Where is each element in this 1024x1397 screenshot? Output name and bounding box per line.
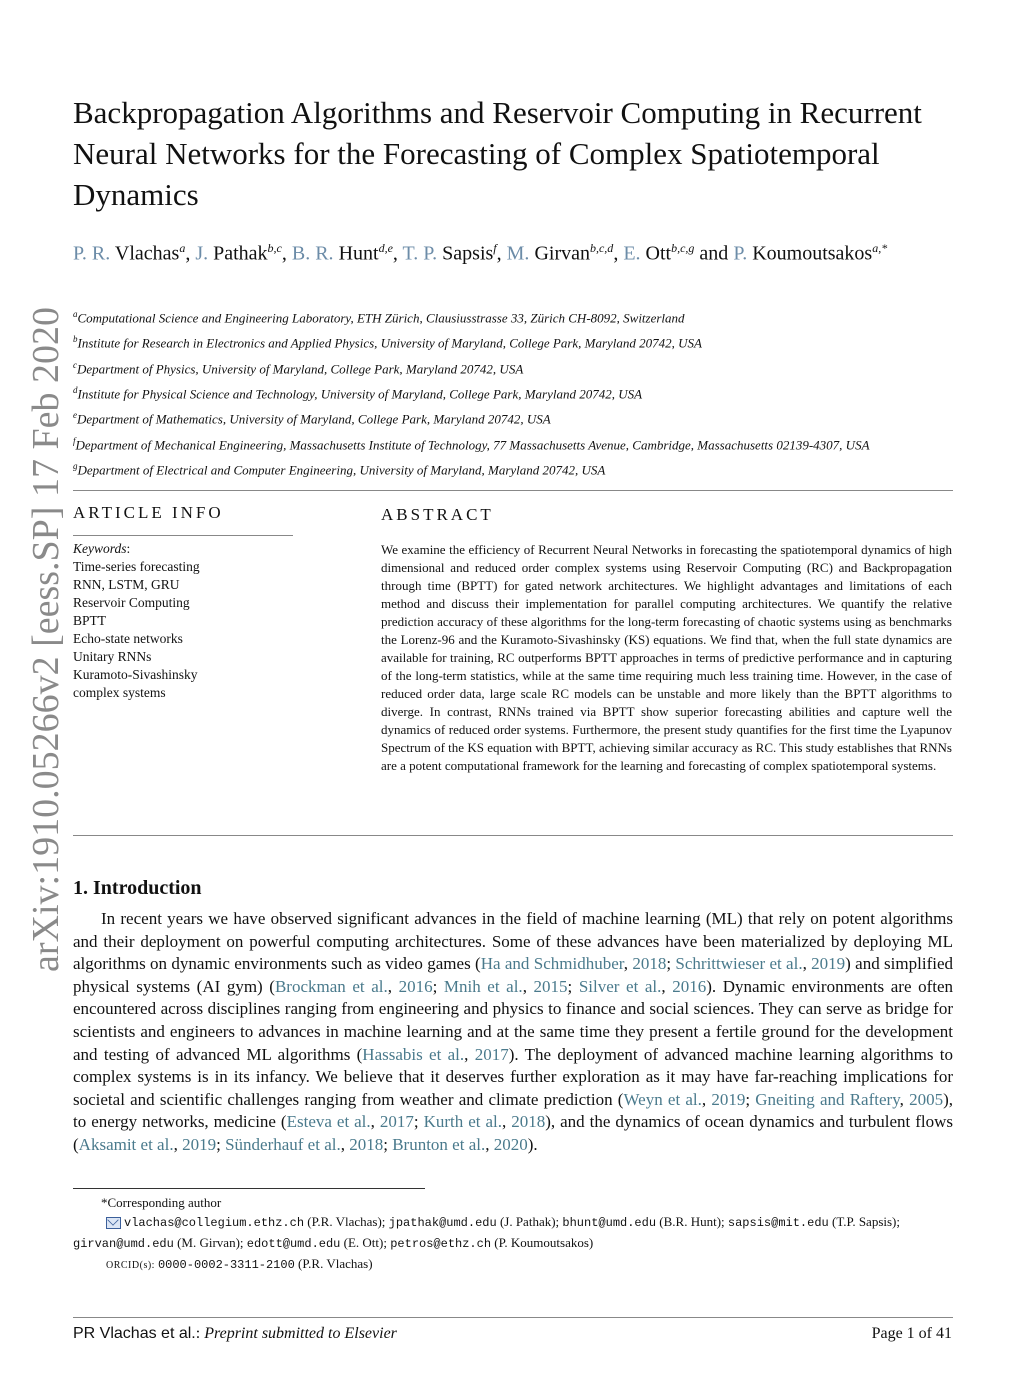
affiliation-mark: c: [73, 359, 77, 370]
body-text: ,: [464, 1044, 475, 1064]
article-info-rule: [73, 535, 293, 536]
citation-link[interactable]: Aksamit et al.: [78, 1134, 174, 1154]
author-affil-mark: b,c,d: [589, 241, 614, 255]
email-link[interactable]: vlachas@collegium.ethz.ch: [124, 1216, 305, 1230]
email-owner: (P.R. Vlachas);: [304, 1214, 389, 1229]
affiliation-mark: d: [73, 384, 78, 395]
email-link[interactable]: bhunt@umd.edu: [562, 1216, 657, 1230]
body-text: ,: [340, 1134, 350, 1154]
citation-link[interactable]: 2005: [909, 1089, 944, 1109]
body-text: ;: [745, 1089, 756, 1109]
body-text: ,: [623, 954, 633, 974]
body-text: ;: [216, 1134, 226, 1154]
affiliation-mark: a: [73, 309, 78, 319]
author-affil-mark: a,*: [872, 241, 888, 255]
author-initials: T. P.: [402, 242, 443, 265]
envelope-icon: [106, 1217, 121, 1229]
affiliation-text: Computational Science and Engineering Laboratory, ETH Zürich, Clausiusstrasse 33, Zürich CH-8092, Switzerland: [77, 310, 685, 326]
citation-link[interactable]: Brockman et al.: [274, 976, 388, 996]
page-number: Page 1 of 41: [871, 1325, 952, 1342]
keyword: complex systems: [73, 685, 166, 700]
citation-link[interactable]: Weyn et al.: [623, 1089, 702, 1109]
email-owner: (T.P. Sapsis);: [828, 1214, 900, 1229]
citation-link[interactable]: Mnih et al.: [443, 976, 523, 996]
affiliation: [73, 331, 953, 351]
body-text: ,: [802, 954, 812, 974]
author-surname: Vlachas: [114, 242, 180, 265]
body-text: ;: [413, 1112, 424, 1132]
citation-link[interactable]: Silver et al.: [578, 976, 662, 996]
author-surname: Ott: [645, 242, 672, 265]
affiliation-text: Department of Mathematics, University of Maryland, College Park, Maryland 20742, USA: [77, 411, 551, 427]
corresponding-author-note: *Corresponding author: [101, 1195, 222, 1210]
body-text: ;: [567, 976, 579, 996]
abstract-heading: ABSTRACT: [381, 505, 494, 524]
citation-link[interactable]: 2016: [398, 976, 433, 996]
arxiv-stamp: [10, 300, 70, 980]
keywords-list: [73, 558, 293, 702]
author-separator: ,: [613, 242, 624, 265]
introduction-paragraph: [73, 908, 953, 1157]
email-owner: (J. Pathak);: [496, 1214, 563, 1229]
author-surname: Koumoutsakos: [752, 242, 873, 265]
affiliation-text: Department of Electrical and Computer Engineering, University of Maryland, Maryland 20742, USA: [77, 462, 606, 478]
citation-link[interactable]: Sünderhauf et al.: [225, 1134, 341, 1154]
keywords-block: Keywords: Time-series forecasting RNN, LSTM, GRU Reservoir Computing BPTT Echo-state networks Unitary RNNs Kuramoto-Sivashinsky complex systems: [73, 540, 293, 702]
citation-link[interactable]: 2017: [474, 1044, 509, 1064]
author-separator: ,: [496, 242, 507, 265]
affiliation-text: Department of Mechanical Engineering, Massachusetts Institute of Technology, 77 Massachusetts Avenue, Cambridge, Massachusetts 02139-4307, USA: [75, 436, 870, 452]
email-list: [73, 1212, 953, 1254]
body-text: ;: [432, 976, 444, 996]
footer-note: Preprint submitted to Elsevier: [204, 1325, 397, 1342]
affiliation: [73, 458, 953, 478]
email-owner: (B.R. Hunt);: [656, 1214, 728, 1229]
citation-link[interactable]: Gneiting and Raftery: [755, 1089, 900, 1109]
email-link[interactable]: petros@ethz.ch: [390, 1237, 492, 1251]
email-owner: (P. Koumoutsakos): [491, 1235, 594, 1250]
author-surname: Girvan: [534, 242, 590, 265]
affiliation: [73, 382, 953, 402]
keyword: Unitary RNNs: [73, 649, 152, 664]
body-text: ). The deployment of advanced machine learning algorithms to complex systems is in its infancy. We believe that it deserves further exploration as it may have far-reaching implications for societal and scientific challenges ranging from weather and climate prediction (: [73, 1044, 953, 1109]
affiliation-text: Institute for Research in Electronics and Applied Physics, University of Maryland, College Park, Maryland 20742, USA: [77, 335, 702, 351]
abstract-text: We examine the efficiency of Recurrent Neural Networks in forecasting the spatiotemporal dynamics of high dimensional and reduced order complex systems using Reservoir Computing (RC) and Backpropagation through time (BPTT) for gated network architectures. We highlight advantages and limitations of each method and discuss their implementation for parallel computing architectures. We quantify the relative prediction accuracy of these algorithms for the long-term forecasting of chaotic systems using as benchmarks the Lorenz-96 and the Kuramoto-Sivashinsky (KS) equations. We find that, when the full state dynamics are available for training, RC outperforms BPTT approaches in terms of predictive performance and in capturing of the long-term statistics, while at the same time requiring much less training time. However, in the case of reduced order data, large scale RC models can be unstable and more likely than the BPTT algorithms to diverge. In contrast, RNNs trained via BPTT show superior forecasting abilities and capture well the dynamics of reduced order systems. Furthermore, the present study quantifies for the first time the Lyapunov Spectrum of the KS equation with BPTT, achieving similar accuracy as RC. This study establishes that RNNs are a potent computational framework for the learning and forecasting of complex spatiotemporal systems.: [381, 542, 952, 773]
footer-left: [73, 1325, 397, 1343]
affiliation-mark: f: [73, 435, 76, 446]
header-divider: [73, 490, 953, 491]
body-text: ,: [522, 976, 534, 996]
body-text: ,: [502, 1112, 512, 1132]
body-text: ;: [666, 954, 676, 974]
body-text: ,: [485, 1134, 494, 1154]
author-initials: M.: [506, 242, 535, 265]
email-link[interactable]: girvan@umd.edu: [73, 1237, 174, 1251]
citation-link[interactable]: 2018: [511, 1112, 546, 1132]
affiliation-mark: b: [73, 334, 78, 345]
keyword: Kuramoto-Sivashinsky: [73, 667, 198, 682]
keyword: Echo-state networks: [73, 631, 183, 646]
citation-link[interactable]: 2018: [632, 954, 667, 974]
footer-colon: :: [195, 1325, 205, 1342]
citation-link[interactable]: Hassabis et al.: [362, 1044, 465, 1064]
article-info-heading: ARTICLE INFO: [73, 503, 224, 522]
keyword: Time-series forecasting: [73, 559, 200, 574]
author-initials: B. R.: [291, 242, 339, 265]
affiliation: [73, 357, 953, 377]
body-text: ) and simplified physical systems (AI gym) (: [73, 954, 953, 996]
affiliation-mark: e: [73, 410, 77, 421]
citation-link[interactable]: Esteva et al.: [286, 1112, 371, 1132]
author-list: [73, 234, 953, 268]
body-text: ), to energy networks, medicine (: [73, 1089, 953, 1132]
footnotes: [73, 1193, 953, 1275]
body-text: ,: [661, 976, 673, 996]
body-text: ).: [527, 1134, 538, 1154]
citation-link[interactable]: 2019: [811, 954, 846, 974]
author-affil-mark: d,e: [378, 241, 393, 255]
citation-link[interactable]: 2017: [379, 1112, 414, 1132]
body-text: ), and the dynamics of ocean dynamics and turbulent flows (: [73, 1112, 954, 1154]
body-text: In recent years we have observed significant advances in the field of machine learning (ML) that rely on potent algorithms and their deployment on powerful computing architectures. Some of these advances have been materialized by deploying ML algorithms on dynamic environments such as video games (: [73, 909, 953, 974]
email-owner: (M. Girvan);: [173, 1235, 247, 1250]
body-text: ,: [173, 1134, 183, 1154]
author-affil-mark: b,c: [267, 241, 282, 255]
author-separator: and: [694, 242, 734, 265]
orcid-label: ORCID(s):: [106, 1260, 158, 1271]
email-link[interactable]: edott@umd.edu: [246, 1237, 341, 1251]
author-initials: P.: [733, 242, 753, 265]
citation-link[interactable]: 2019: [711, 1089, 746, 1109]
section-heading-introduction: 1. Introduction: [73, 877, 202, 899]
affiliation: [73, 433, 953, 453]
author-affil-mark: a: [179, 241, 186, 255]
affiliation-mark: g: [73, 460, 78, 471]
keywords-label: Keywords: [73, 541, 127, 556]
citation-link[interactable]: 2016: [672, 976, 707, 996]
email-owner: (E. Ott);: [340, 1235, 391, 1250]
affiliation-text: Department of Physics, University of Maryland, College Park, Maryland 20742, USA: [77, 360, 524, 376]
body-text: ). Dynamic environments are often encountered across disciplines ranging from engineering and physics to finance and social sciences. They can serve as bridge for scientists and engineers to advances in machine learning and at the same time they present a fertile ground for the development and testing of advanced ML algorithms (: [73, 976, 954, 1064]
author-surname: Sapsis: [442, 242, 494, 265]
citation-link[interactable]: Kurth et al.: [423, 1112, 502, 1132]
author-affil-mark: f: [493, 241, 497, 255]
email-link[interactable]: jpathak@umd.edu: [388, 1216, 497, 1230]
citation-link[interactable]: 2020: [493, 1134, 528, 1154]
orcid-owner: (P.R. Vlachas): [294, 1256, 373, 1271]
author-surname: Hunt: [338, 242, 379, 265]
affiliation: [73, 306, 953, 326]
author-separator: ,: [185, 242, 196, 265]
paper-title: Backpropagation Algorithms and Reservoir Computing in Recurrent Neural Networks for the Forecasting of Complex Spatiotemporal Dynamics: [73, 95, 922, 212]
citation-link[interactable]: 2018: [349, 1134, 384, 1154]
author-separator: ,: [281, 242, 292, 265]
keyword: RNN, LSTM, GRU: [73, 577, 180, 592]
affiliation: [73, 407, 953, 427]
footer-rule: [73, 1317, 953, 1318]
abstract-divider: [73, 835, 953, 836]
author-affil-mark: b,c,g: [671, 241, 695, 255]
citation-link[interactable]: 2019: [182, 1134, 217, 1154]
arxiv-id: arXiv:1910.05266v2 [eess.SP] 17 Feb 2020: [25, 307, 67, 972]
author-separator: ,: [392, 242, 403, 265]
body-text: ;: [383, 1134, 393, 1154]
body-text: ,: [899, 1089, 910, 1109]
citation-link[interactable]: Ha and Schmidhuber: [480, 954, 624, 974]
footnote-rule: [73, 1188, 425, 1189]
affiliation-text: Institute for Physical Science and Technology, University of Maryland, College Park, Maryland 20742, USA: [77, 386, 643, 402]
author-initials: P. R.: [73, 242, 115, 265]
footer-authors: PR Vlachas et al.: [73, 1325, 196, 1342]
keyword: Reservoir Computing: [73, 595, 190, 610]
keyword: BPTT: [73, 613, 107, 628]
citation-link[interactable]: 2015: [533, 976, 568, 996]
author-surname: Pathak: [213, 242, 268, 265]
author-initials: J.: [195, 242, 214, 265]
affiliation-list: [73, 306, 953, 483]
author-initials: E.: [623, 242, 646, 265]
body-text: ,: [701, 1089, 712, 1109]
body-text: ,: [387, 976, 399, 996]
orcid-line: [73, 1254, 953, 1275]
orcid-link[interactable]: 0000-0002-3311-2100: [157, 1258, 295, 1272]
citation-link[interactable]: Schrittwieser et al.: [675, 954, 803, 974]
citation-link[interactable]: Brunton et al.: [392, 1134, 486, 1154]
email-link[interactable]: sapsis@mit.edu: [727, 1216, 829, 1230]
body-text: ,: [370, 1112, 380, 1132]
